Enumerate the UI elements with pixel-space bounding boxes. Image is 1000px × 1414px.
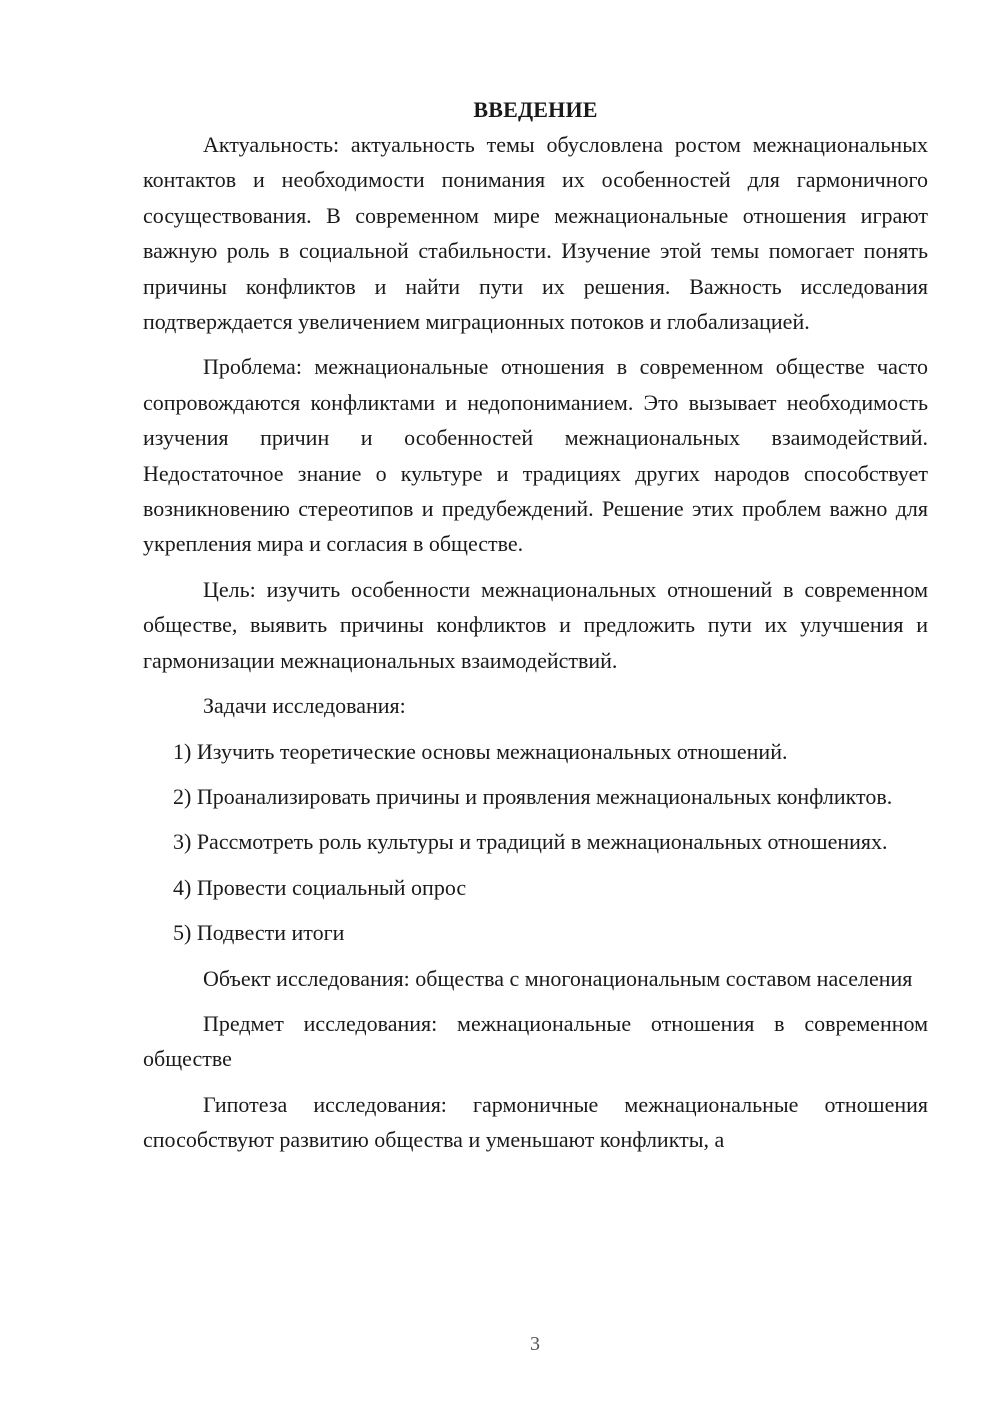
list-item: 5) Подвести итоги: [173, 920, 345, 946]
page-title: ВВЕДЕНИЕ: [473, 97, 598, 122]
problem-paragraph: Проблема: межнациональные отношения в современном обществе часто сопровождаются конфликтами и недопониманием. Это вызывает необходимость изучения причин и особенностей межнациональных взаимодействий. Недостаточное знание о культуре и традициях других народов способствует возникновению стереотипов и предубеждений. Решение этих проблем важно для укрепления мира и согласия в обществе.: [143, 354, 928, 557]
document-page: [143, 92, 928, 1168]
list-item: 4) Провести социальный опрос: [173, 874, 467, 900]
list-item: 3) Рассмотреть роль культуры и традиций в межнациональных отношениях.: [173, 829, 888, 855]
relevance-paragraph: Актуальность: актуальность темы обусловлена ростом межнациональных контактов и необходимости понимания их особенностей для гармоничного сосуществования. В современном мире межнациональные отношения играют важную роль в социальной стабильности. Изучение этой темы помогает понять причины конфликтов и найти пути их решения. Важность исследования подтверждается увеличением миграционных потоков и глобализацией.: [143, 132, 928, 335]
page-number: 3: [530, 1333, 540, 1355]
goal-paragraph: Цель: изучить особенности межнациональных отношений в современном обществе, выявить причины конфликтов и предложить пути их улучшения и гармонизации межнациональных взаимодействий.: [143, 576, 928, 673]
object-paragraph: Объект исследования: общества с многонациональным составом населения: [203, 965, 913, 991]
list-item: 1) Изучить теоретические основы межнациональных отношений.: [173, 738, 788, 764]
list-item: 2) Проанализировать причины и проявления межнациональных конфликтов.: [173, 783, 893, 809]
subject-paragraph: Предмет исследования: межнациональные отношения в современном обществе: [143, 1010, 928, 1072]
tasks-heading: Задачи исследования:: [203, 693, 406, 719]
hypothesis-paragraph: Гипотеза исследования: гармоничные межнациональные отношения способствуют развитию общества и уменьшают конфликты, а: [143, 1091, 928, 1153]
